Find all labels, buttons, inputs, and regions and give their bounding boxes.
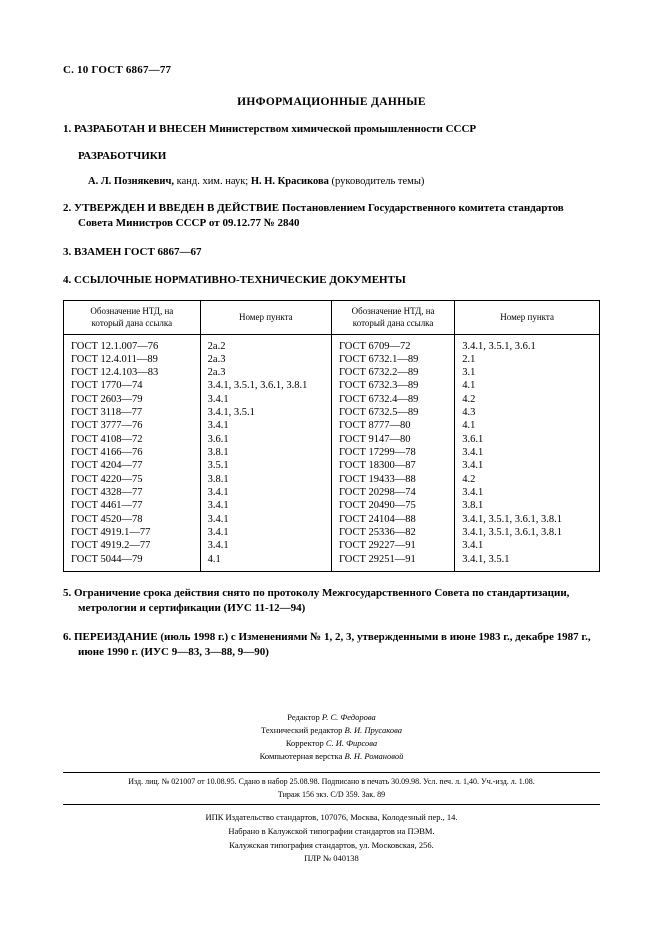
section-2-approved: 2. УТВЕРЖДЕН И ВВЕДЕН В ДЕЙСТВИЕ Постановлением Государственного комитета стандартов Совета Министров СССР от 09.12.77 № 2840 bbox=[63, 201, 564, 229]
clause-number-cell: 3.4.1, 3.5.1, 3.6.1, 3.8.1 bbox=[455, 526, 600, 539]
clause-number-cell: 3.8.1 bbox=[200, 473, 331, 486]
ntd-designation-cell: ГОСТ 4919.1—77 bbox=[64, 526, 201, 539]
clause-number-cell: 3.4.1 bbox=[455, 459, 600, 472]
developers-line bbox=[63, 176, 600, 187]
ntd-designation-cell: ГОСТ 4166—76 bbox=[64, 446, 201, 459]
ntd-designation-cell: ГОСТ 9147—80 bbox=[331, 433, 454, 446]
ntd-designation-cell: ГОСТ 4220—75 bbox=[64, 473, 201, 486]
clause-number-cell: 3.5.1 bbox=[200, 459, 331, 472]
developer-title-1: канд. хим. наук; bbox=[174, 175, 251, 187]
clause-number-cell: 3.4.1 bbox=[455, 486, 600, 499]
ntd-designation-cell: ГОСТ 8777—80 bbox=[331, 419, 454, 432]
table-row bbox=[64, 486, 600, 499]
ntd-designation-cell: ГОСТ 20490—75 bbox=[331, 499, 454, 512]
credit-name: В. Н. Романовой bbox=[344, 750, 404, 761]
table-row bbox=[64, 366, 600, 379]
header-clause-number-left: Номер пункта bbox=[200, 301, 331, 334]
ntd-designation-cell: ГОСТ 6732.4—89 bbox=[331, 393, 454, 406]
clause-number-cell: 3.4.1 bbox=[455, 539, 600, 552]
developer-name-1: А. Л. Познякевич, bbox=[88, 175, 174, 187]
ntd-designation-cell: ГОСТ 2603—79 bbox=[64, 393, 201, 406]
credits-block bbox=[63, 711, 600, 762]
table-row bbox=[64, 539, 600, 552]
clause-number-cell: 3.4.1 bbox=[200, 513, 331, 526]
ntd-designation-cell: ГОСТ 18300—87 bbox=[331, 459, 454, 472]
clause-number-cell: 3.4.1, 3.5.1, 3.6.1, 3.8.1 bbox=[200, 379, 331, 392]
ntd-designation-cell: ГОСТ 6709—72 bbox=[331, 334, 454, 353]
table-row bbox=[64, 433, 600, 446]
publisher-block bbox=[63, 811, 600, 865]
page-header: С. 10 ГОСТ 6867—77 bbox=[63, 64, 172, 76]
ref-table-head bbox=[64, 301, 600, 334]
ntd-designation-cell: ГОСТ 17299—78 bbox=[331, 446, 454, 459]
developer-name-2: Н. Н. Красикова bbox=[250, 175, 329, 187]
clause-number-cell: 3.4.1, 3.5.1, 3.6.1, 3.8.1 bbox=[455, 513, 600, 526]
clause-number-cell: 3.8.1 bbox=[200, 446, 331, 459]
credit-role: Технический редактор bbox=[261, 725, 345, 736]
ntd-designation-cell: ГОСТ 4520—78 bbox=[64, 513, 201, 526]
section-6-reissue: 6. ПЕРЕИЗДАНИЕ (июль 1998 г.) с Изменениями № 1, 2, 3, утвержденными в июне 1983 г., декабре 1987 г., июне 1990 г. (ИУС 9—83, 3—88, 9—90) bbox=[63, 630, 591, 658]
clause-number-cell: 3.4.1 bbox=[200, 539, 331, 552]
table-row bbox=[64, 419, 600, 432]
credit-proofreader bbox=[63, 737, 600, 750]
ntd-designation-cell: ГОСТ 1770—74 bbox=[64, 379, 201, 392]
clause-number-cell: 3.8.1 bbox=[455, 499, 600, 512]
imprint-bottom-rule bbox=[63, 804, 600, 805]
page-title: ИНФОРМАЦИОННЫЕ ДАННЫЕ bbox=[237, 96, 426, 108]
clause-number-cell: 4.2 bbox=[455, 393, 600, 406]
table-row bbox=[64, 553, 600, 572]
header-clause-number-right: Номер пункта bbox=[455, 301, 600, 334]
ntd-designation-cell: ГОСТ 6732.2—89 bbox=[331, 366, 454, 379]
table-row bbox=[64, 499, 600, 512]
table-row bbox=[64, 353, 600, 366]
ntd-designation-cell: ГОСТ 6732.5—89 bbox=[331, 406, 454, 419]
credit-name: В. И. Прусакова bbox=[344, 725, 402, 736]
clause-number-cell: 3.6.1 bbox=[200, 433, 331, 446]
clause-number-cell: 4.1 bbox=[200, 553, 331, 572]
ntd-designation-cell: ГОСТ 6732.1—89 bbox=[331, 353, 454, 366]
ntd-designation-cell: ГОСТ 12.4.103—83 bbox=[64, 366, 201, 379]
clause-number-cell: 2.1 bbox=[455, 353, 600, 366]
printer-address: Калужская типография стандартов, ул. Московская, 256. bbox=[229, 839, 434, 850]
developers-heading: РАЗРАБОТЧИКИ bbox=[78, 149, 167, 162]
clause-number-cell: 4.2 bbox=[455, 473, 600, 486]
table-row bbox=[64, 446, 600, 459]
ntd-designation-cell: ГОСТ 29227—91 bbox=[331, 539, 454, 552]
table-header-row bbox=[64, 301, 600, 334]
ntd-designation-cell: ГОСТ 20298—74 bbox=[331, 486, 454, 499]
table-row bbox=[64, 513, 600, 526]
table-row bbox=[64, 334, 600, 353]
ntd-designation-cell: ГОСТ 4328—77 bbox=[64, 486, 201, 499]
ntd-designation-cell: ГОСТ 3777—76 bbox=[64, 419, 201, 432]
ntd-designation-cell: ГОСТ 4108—72 bbox=[64, 433, 201, 446]
section-5-validity: 5. Ограничение срока действия снято по протоколу Межгосударственного Совета по стандартизации, метрологии и сертификации (ИУС 11-12—94) bbox=[63, 587, 570, 614]
clause-number-cell: 3.4.1, 3.5.1, 3.6.1 bbox=[455, 334, 600, 353]
table-row bbox=[64, 379, 600, 392]
section-3-replaces: 3. ВЗАМЕН ГОСТ 6867—67 bbox=[63, 245, 202, 258]
ntd-designation-cell: ГОСТ 4919.2—77 bbox=[64, 539, 201, 552]
clause-number-cell: 3.4.1 bbox=[200, 393, 331, 406]
credit-technical-editor bbox=[63, 724, 600, 737]
clause-number-cell: 3.1 bbox=[455, 366, 600, 379]
imprint-line-2: Тираж 156 экз. С/D 359. Зак. 89 bbox=[277, 789, 386, 799]
ntd-designation-cell: ГОСТ 6732.3—89 bbox=[331, 379, 454, 392]
section-4-references: 4. ССЫЛОЧНЫЕ НОРМАТИВНО-ТЕХНИЧЕСКИЕ ДОКУМЕНТЫ bbox=[63, 274, 406, 287]
ntd-designation-cell: ГОСТ 24104—88 bbox=[331, 513, 454, 526]
credit-role: Корректор bbox=[285, 737, 326, 748]
ntd-designation-cell: ГОСТ 12.4.011—89 bbox=[64, 353, 201, 366]
clause-number-cell: 3.4.1, 3.5.1 bbox=[455, 553, 600, 572]
ref-table-body bbox=[64, 334, 600, 572]
ntd-designation-cell: ГОСТ 19433—88 bbox=[331, 473, 454, 486]
credit-editor bbox=[63, 711, 600, 724]
clause-number-cell: 3.4.1 bbox=[200, 526, 331, 539]
clause-number-cell: 3.6.1 bbox=[455, 433, 600, 446]
clause-number-cell: 4.1 bbox=[455, 419, 600, 432]
clause-number-cell: 3.4.1 bbox=[200, 486, 331, 499]
table-row bbox=[64, 459, 600, 472]
table-row bbox=[64, 393, 600, 406]
typeset-note: Набрано в Калужской типографии стандартов на ПЭВМ. bbox=[228, 825, 435, 836]
clause-number-cell: 2а.3 bbox=[200, 366, 331, 379]
imprint-line-1: Изд. лиц. № 021007 от 10.08.95. Сдано в набор 25.08.98. Подписано в печать 30.09.98. Усл. печ. л. 1,40. Уч.-изд. л. 1.08. bbox=[128, 777, 535, 787]
clause-number-cell: 3.4.1 bbox=[455, 446, 600, 459]
table-row bbox=[64, 526, 600, 539]
license-number: ПЛР № 040138 bbox=[304, 853, 359, 864]
imprint-block bbox=[63, 773, 600, 804]
section-1-developed: 1. РАЗРАБОТАН И ВНЕСЕН Министерством химической промышленности СССР bbox=[63, 123, 477, 135]
table-row bbox=[64, 406, 600, 419]
header-ntd-designation-right: Обозначение НТД, на который дана ссылка bbox=[331, 301, 454, 334]
ntd-designation-cell: ГОСТ 3118—77 bbox=[64, 406, 201, 419]
credit-role: Редактор bbox=[287, 712, 322, 723]
clause-number-cell: 4.3 bbox=[455, 406, 600, 419]
ntd-designation-cell: ГОСТ 12.1.007—76 bbox=[64, 334, 201, 353]
developer-title-2: (руководитель темы) bbox=[328, 175, 425, 187]
clause-number-cell: 2а.3 bbox=[200, 353, 331, 366]
table-row bbox=[64, 473, 600, 486]
credit-typesetting bbox=[63, 750, 600, 763]
clause-number-cell: 4.1 bbox=[455, 379, 600, 392]
credit-name: Р. С. Федорова bbox=[321, 712, 376, 723]
ntd-designation-cell: ГОСТ 4461—77 bbox=[64, 499, 201, 512]
clause-number-cell: 3.4.1, 3.5.1 bbox=[200, 406, 331, 419]
clause-number-cell: 3.4.1 bbox=[200, 419, 331, 432]
header-ntd-designation-left: Обозначение НТД, на который дана ссылка bbox=[64, 301, 201, 334]
ntd-designation-cell: ГОСТ 29251—91 bbox=[331, 553, 454, 572]
ntd-designation-cell: ГОСТ 4204—77 bbox=[64, 459, 201, 472]
credit-role: Компьютерная верстка bbox=[259, 750, 345, 761]
ntd-designation-cell: ГОСТ 5044—79 bbox=[64, 553, 201, 572]
reference-documents-table bbox=[63, 300, 600, 572]
clause-number-cell: 2а.2 bbox=[200, 334, 331, 353]
ntd-designation-cell: ГОСТ 25336—82 bbox=[331, 526, 454, 539]
credit-name: С. И. Фирсова bbox=[325, 737, 378, 748]
publisher-address: ИПК Издательство стандартов, 107076, Москва, Колодезный пер., 14. bbox=[205, 812, 458, 823]
clause-number-cell: 3.4.1 bbox=[200, 499, 331, 512]
